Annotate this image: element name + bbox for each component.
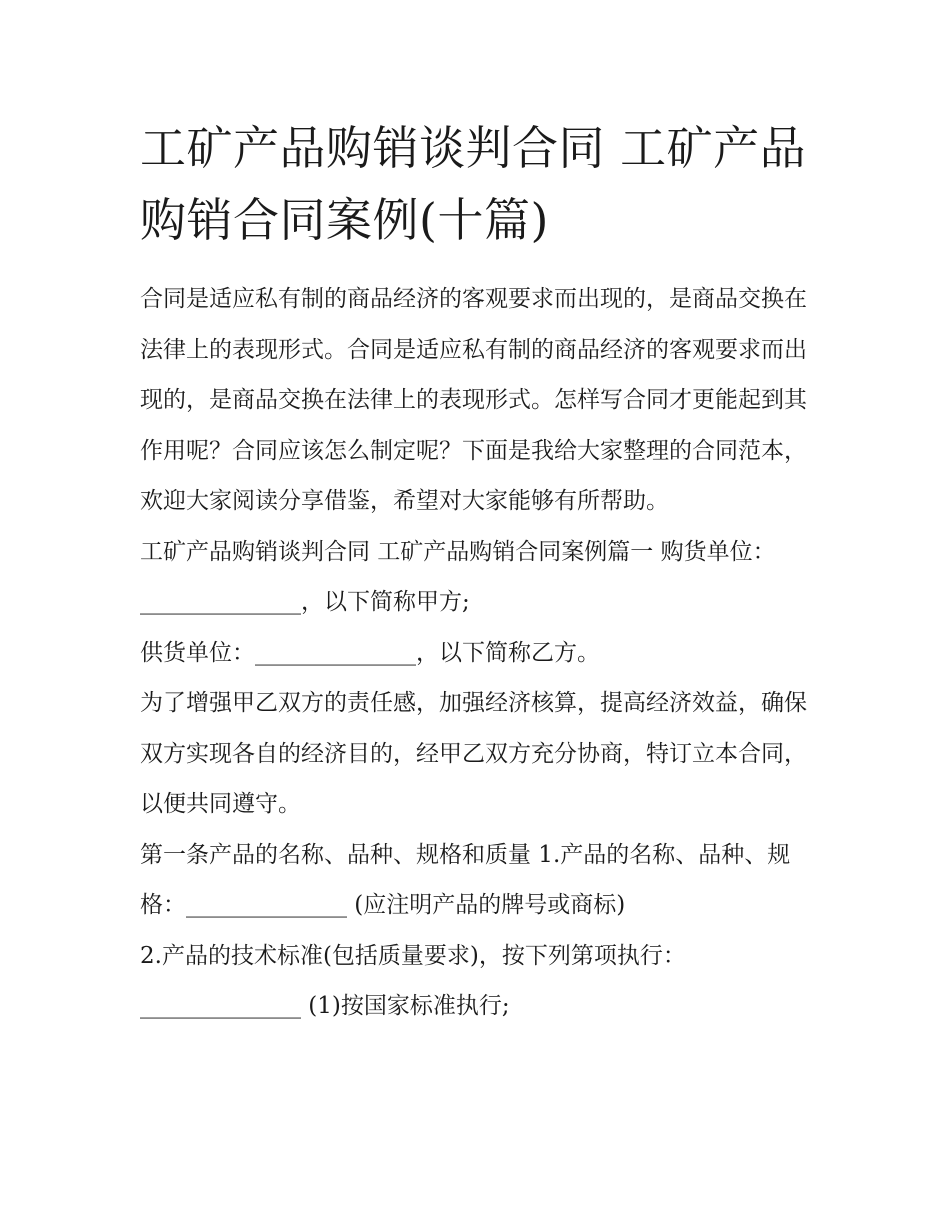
technical-standard-paragraph: 2.产品的技术标准(包括质量要求)，按下列第项执行：______________ (1)按国家标准执行; — [140, 942, 686, 1019]
article-one-paragraph: 第一条产品的名称、品种、规格和质量 1.产品的名称、品种、规格：______________ (应注明产品的牌号或商标) — [140, 841, 791, 918]
buyer-paragraph: 工矿产品购销谈判合同 工矿产品购销合同案例篇一 购货单位：______________，以下简称甲方; — [140, 538, 776, 615]
supplier-paragraph: 供货单位：______________，以下简称乙方。 — [140, 639, 600, 666]
purpose-paragraph: 为了增强甲乙双方的责任感，加强经济核算，提高经济效益，确保双方实现各自的经济目的，经甲乙双方充分协商，特订立本合同，以便共同遵守。 — [140, 690, 807, 817]
intro-paragraph: 合同是适应私有制的商品经济的客观要求而出现的，是商品交换在法律上的表现形式。合同是适应私有制的商品经济的客观要求而出现的，是商品交换在法律上的表现形式。怎样写合同才更能起到其作用呢？合同应该怎么制定呢？下面是我给大家整理的合同范本，欢迎大家阅读分享借鉴，希望对大家能够有所帮助。 — [140, 286, 807, 514]
document-body — [140, 112, 812, 1032]
document-title: 工矿产品购销谈判合同 工矿产品购销合同案例(十篇) — [140, 121, 807, 247]
